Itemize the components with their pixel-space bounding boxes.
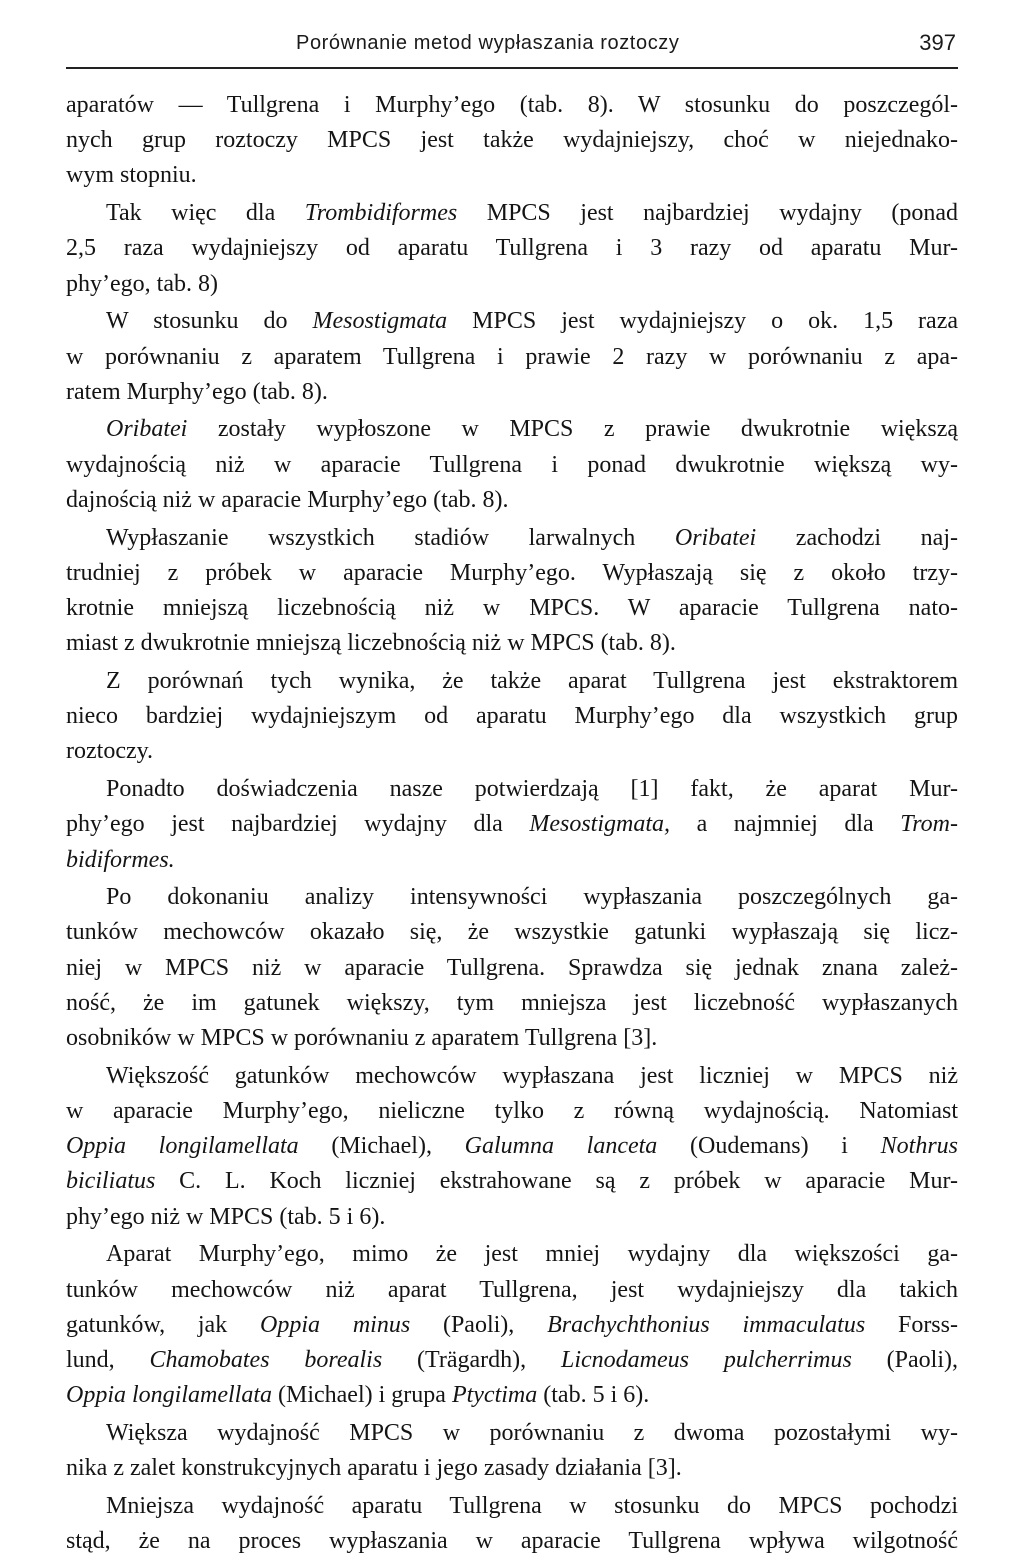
text-run: w porównaniu z aparatem Tullgrena i prawie 2 razy w porównaniu z apa-: [66, 343, 958, 370]
text-run: stąd, że na proces wypłaszania w aparacie Tullgrena wpływa wilgotność: [66, 1528, 958, 1555]
italic-term: Trom-: [900, 811, 958, 838]
text-run: lund,: [66, 1346, 150, 1373]
text-run: aparatów — Tullgrena i Murphy’ego (tab. 8). W stosunku do poszczegól-: [66, 92, 958, 118]
text-run: wym stopniu.: [66, 162, 197, 189]
paragraph: [66, 1489, 958, 1559]
italic-term: Chamobates borealis: [149, 1346, 383, 1373]
text-run: roztoczy.: [66, 738, 154, 765]
text-line: [66, 1164, 958, 1199]
text-line: [66, 1416, 958, 1451]
text-run: MPCS jest najbardziej wydajny (ponad: [457, 200, 958, 227]
italic-term: Brachychthonius immaculatus: [547, 1311, 866, 1338]
italic-term: Oribatei: [674, 524, 757, 551]
paragraph: [66, 880, 958, 1056]
text-run: MPCS jest wydajniejszy o ok. 1,5 raza: [447, 308, 958, 335]
text-line: [66, 158, 958, 193]
text-run: wydajnością niż w aparacie Tullgrena i ponad dwukrotnie większą wy-: [66, 451, 958, 478]
text-run: phy’ego, tab. 8): [66, 270, 218, 297]
text-line: [66, 699, 958, 734]
text-line: [66, 772, 958, 807]
text-run: (Oudemans) i: [657, 1133, 881, 1160]
page-header: [66, 30, 958, 66]
text-run: ratem Murphy’ego (tab. 8).: [66, 378, 328, 405]
text-run: Większość gatunków mechowców wypłaszana jest liczniej w MPCS niż: [106, 1062, 958, 1089]
italic-term: Trombidiformes: [304, 200, 458, 227]
italic-term: Oppia longilamellata: [66, 1133, 299, 1160]
text-run: niej w MPCS niż w aparacie Tullgrena. Sprawdza się jednak znana zależ-: [66, 954, 958, 981]
text-line: [66, 483, 958, 518]
text-line: [66, 1308, 958, 1343]
text-run: Aparat Murphy’ego, mimo że jest mniej wydajny dla większości ga-: [106, 1241, 958, 1268]
text-line: [66, 591, 958, 626]
text-run: w aparacie Murphy’ego, nieliczne tylko z równą wydajnością. Natomiast: [66, 1098, 958, 1124]
text-line: [66, 807, 958, 842]
italic-term: biciliatus: [66, 1168, 156, 1195]
text-run: W stosunku do: [106, 308, 313, 335]
text-line: [66, 556, 958, 591]
text-line: [66, 1343, 958, 1378]
text-line: [66, 1273, 958, 1308]
text-run: Tak więc dla: [106, 200, 305, 227]
text-run: Z porównań tych wynika, że także aparat Tullgrena jest ekstraktorem: [106, 667, 958, 694]
text-run: tunków mechowców okazało się, że wszystkie gatunki wypłaszają się licz-: [66, 919, 958, 946]
text-run: Ponadto doświadczenia nasze potwierdzają [1] fakt, że aparat Mur-: [106, 776, 958, 803]
text-line: [66, 1237, 958, 1272]
running-title: Porównanie metod wypłaszania roztoczy: [296, 32, 680, 54]
text-line: [66, 734, 958, 769]
text-run: gatunków, jak: [66, 1311, 261, 1338]
page: [66, 30, 958, 1555]
text-run: zachodzi naj-: [756, 524, 958, 551]
text-line: [66, 626, 958, 661]
text-run: (Paoli),: [410, 1311, 548, 1338]
text-line: [66, 986, 958, 1021]
text-run: C. L. Koch liczniej ekstrahowane są z próbek w aparacie Mur-: [155, 1168, 958, 1195]
text-line: [66, 1129, 958, 1164]
paragraph: [66, 412, 958, 518]
text-run: Forss-: [865, 1311, 958, 1338]
paragraph: [66, 1237, 958, 1413]
text-line: [66, 843, 958, 878]
text-line: [66, 880, 958, 915]
paragraph: [66, 664, 958, 770]
text-line: [66, 664, 958, 699]
body-text: [66, 88, 958, 1559]
text-line: [66, 1021, 958, 1056]
text-run: (Michael) i grupa: [272, 1382, 452, 1409]
text-run: nika z zalet konstrukcyjnych aparatu i jego zasady działania [3].: [66, 1455, 682, 1482]
paragraph: [66, 1416, 958, 1486]
italic-term: bidiformes.: [66, 846, 175, 873]
paragraph: [66, 521, 958, 662]
text-run: (tab. 5 i 6).: [537, 1382, 650, 1409]
text-line: [66, 340, 958, 375]
text-run: phy’ego jest najbardziej wydajny dla: [66, 811, 530, 838]
paragraph: [66, 196, 958, 302]
text-line: [66, 521, 958, 556]
paragraph: [66, 772, 958, 878]
text-line: [66, 304, 958, 339]
paragraph: [66, 88, 958, 194]
paragraph: [66, 1059, 958, 1235]
italic-term: Licnodameus pulcherrimus: [560, 1346, 852, 1373]
text-line: [66, 196, 958, 231]
text-run: Mniejsza wydajność aparatu Tullgrena w stosunku do MPCS pochodzi: [106, 1492, 958, 1519]
text-line: [66, 1094, 958, 1129]
text-run: Wypłaszanie wszystkich stadiów larwalnych: [106, 524, 675, 551]
italic-term: Mesostigmata: [312, 308, 448, 335]
text-run: tunków mechowców niż aparat Tullgrena, jest wydajniejszy dla takich: [66, 1276, 958, 1303]
text-line: [66, 448, 958, 483]
text-run: (Paoli),: [851, 1346, 958, 1373]
text-line: [66, 1451, 958, 1486]
text-run: dajnością niż w aparacie Murphy’ego (tab. 8).: [66, 486, 509, 513]
italic-term: Galumna lanceta: [464, 1133, 658, 1160]
text-line: [66, 231, 958, 266]
text-line: [66, 267, 958, 302]
paragraph: [66, 304, 958, 410]
text-run: krotnie mniejszą liczebnością niż w MPCS. W aparacie Tullgrena nato-: [66, 595, 958, 621]
text-line: [66, 1524, 958, 1559]
italic-term: Oppia minus: [260, 1311, 411, 1338]
italic-term: Ptyctima: [451, 1382, 538, 1409]
text-run: zostały wypłoszone w MPCS z prawie dwukrotnie większą: [187, 416, 958, 443]
text-run: trudniej z próbek w aparacie Murphy’ego. Wypłaszają się z około trzy-: [66, 559, 958, 586]
text-run: Większa wydajność MPCS w porównaniu z dwoma pozostałymi wy-: [106, 1419, 958, 1446]
text-run: a najmniej dla: [670, 811, 901, 838]
text-run: ność, że im gatunek większy, tym mniejsza jest liczebność wypłaszanych: [66, 989, 958, 1016]
text-run: 2,5 raza wydajniejszy od aparatu Tullgrena i 3 razy od aparatu Mur-: [66, 235, 958, 262]
italic-term: Oppia longilamellata: [66, 1382, 272, 1409]
text-run: miast z dwukrotnie mniejszą liczebnością niż w MPCS (tab. 8).: [66, 630, 676, 657]
text-run: nych grup roztoczy MPCS jest także wydajniejszy, choć w niejednako-: [66, 127, 958, 154]
text-line: [66, 123, 958, 158]
text-run: osobników w MPCS w porównaniu z aparatem Tullgrena [3].: [66, 1025, 658, 1052]
text-line: [66, 951, 958, 986]
italic-term: Mesostigmata,: [529, 811, 671, 838]
text-run: Po dokonaniu analizy intensywności wypłaszania poszczególnych ga-: [106, 884, 958, 911]
text-line: [66, 412, 958, 447]
text-line: [66, 915, 958, 950]
italic-term: Nothrus: [880, 1133, 958, 1160]
text-run: (Trägardh),: [382, 1346, 561, 1373]
text-run: phy’ego niż w MPCS (tab. 5 i 6).: [66, 1203, 386, 1230]
text-run: nieco bardziej wydajniejszym od aparatu Murphy’ego dla wszystkich grup: [66, 703, 958, 730]
text-line: [66, 1200, 958, 1235]
page-number: 397: [919, 30, 956, 55]
italic-term: Oribatei: [106, 416, 188, 443]
text-run: (Michael),: [298, 1133, 465, 1160]
text-line: [66, 1059, 958, 1094]
header-rule: [66, 67, 958, 69]
text-line: [66, 1489, 958, 1524]
text-line: [66, 1378, 958, 1413]
text-line: [66, 375, 958, 410]
text-line: [66, 88, 958, 123]
